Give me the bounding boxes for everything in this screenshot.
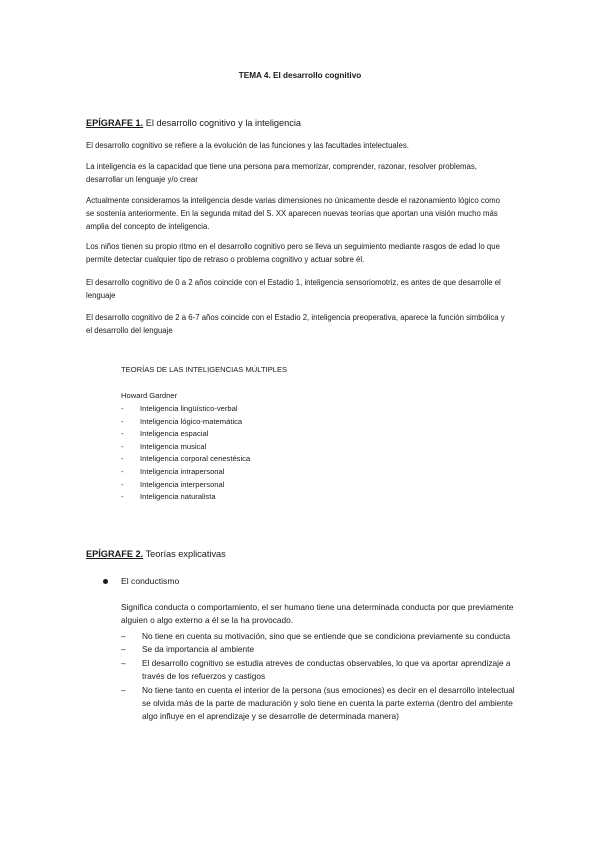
paragraph-6: El desarrollo cognitivo de 2 a 6-7 años coincide con el Estadio 2, inteligencia preoperativa, aparece la función simbólica y el desarrollo del lenguaje xyxy=(86,313,505,335)
list-item: - Inteligencia lingüístico-verbal xyxy=(121,404,238,413)
conductismo-bullet xyxy=(103,576,179,586)
conductismo-points xyxy=(121,630,521,724)
list-item: – Se da importancia al ambiente xyxy=(121,644,255,655)
conductismo-label: El conductismo xyxy=(121,576,180,586)
list-item: – No tiene en cuenta su motivación, sino que se entiende que se condiciona previamente su conducta xyxy=(121,631,511,641)
paragraph-3: Actualmente consideramos la inteligencia desde varias dimensiones no únicamente desde el razonamiento lógico como se sostenía anteriormente. En la segunda mitad del S. XX aparecen nuevas teorías que aportan una visión mucho más amplia del concepto de inteligencia. xyxy=(86,196,500,231)
list-item: – No tiene tanto en cuenta el interior de la persona (sus emociones) es decir en el desarrollo intelectual se olvida más de la parte de maduración y solo tiene en cuenta la parte externa (dentro del ambiente algo influye en el aprendizaje y se desarrolle de determinada manera) xyxy=(121,684,515,722)
list-item: - Inteligencia lógico-matemática xyxy=(121,416,243,426)
page-title: TEMA 4. El desarrollo cognitivo xyxy=(238,71,362,80)
epigrafe-2-label: EPÍGRAFE 2. xyxy=(86,549,144,559)
epigrafe-1-heading xyxy=(86,118,301,128)
epigrafe-1-text: El desarrollo cognitivo y la inteligencia xyxy=(143,118,301,128)
paragraph-4: Los niños tienen su propio ritmo en el desarrollo cognitivo pero se lleva un seguimiento mediante rasgos de edad lo que permite detectar cualquier tipo de retraso o problema cognitivo y actuar sobre él. xyxy=(86,242,500,264)
bullet-dot-icon xyxy=(103,579,108,584)
intelligences-list xyxy=(121,403,250,504)
conductismo-intro: Significa conducta o comportamiento, el ser humano tiene una determinada conducta por que previamente alguien o algo externo a él se la ha provocado. xyxy=(121,602,514,626)
epigrafe-1-label: EPÍGRAFE 1. xyxy=(86,118,144,128)
list-item: - Inteligencia naturalista xyxy=(121,492,216,502)
list-item: - Inteligencia espacial xyxy=(121,429,209,439)
list-item: - Inteligencia intrapersonal xyxy=(121,466,225,476)
theories-heading: TEORÍAS DE LAS INTELIGENCIAS MÚLTIPLES xyxy=(121,365,288,374)
list-item: - Inteligencia interpersonal xyxy=(121,479,225,489)
list-item: – El desarrollo cognitivo se estudia atreves de conductas observables, lo que va aportar aprendizaje a través de los refuerzos y castigos xyxy=(121,657,511,682)
paragraph-2: La inteligencia es la capacidad que tiene una persona para memorizar, comprender, razonar, resolver problemas, desarrollar un lenguaje y/o crear xyxy=(86,162,477,184)
list-item: - Inteligencia musical xyxy=(121,441,207,451)
paragraph-5: El desarrollo cognitivo de 0 a 2 años coincide con el Estadio 1, inteligencia sensoriomotriz, es antes de que desarrolle el lenguaje xyxy=(86,278,501,300)
epigrafe-2-text: Teorías explicativas xyxy=(143,549,226,559)
paragraph-1: El desarrollo cognitivo se refiere a la evolución de las funciones y las facultades intelectuales. xyxy=(86,141,409,150)
list-item: - Inteligencia corporal cenestésica xyxy=(121,454,251,464)
epigrafe-2-heading xyxy=(86,549,226,559)
theories-author: Howard Gardner xyxy=(121,391,178,400)
